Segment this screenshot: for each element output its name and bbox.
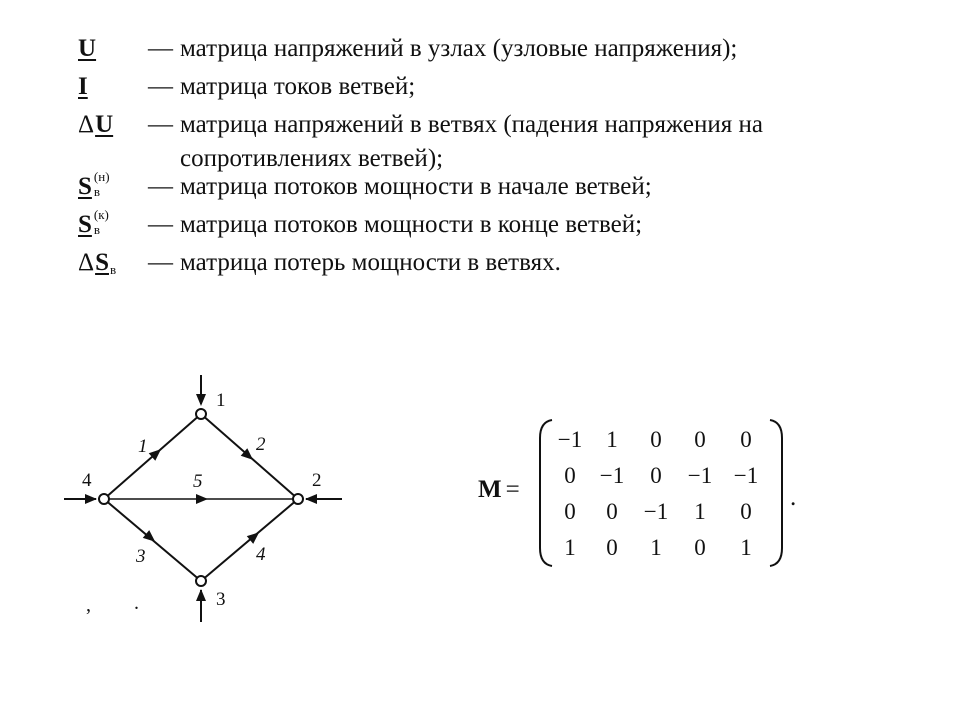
definition-row-i [78,68,938,106]
matrix-right-paren [768,418,784,568]
definition-text: матрица потоков мощности в конце ветвей; [180,211,643,238]
matrix-cell: 0 [650,463,662,488]
matrix-cell: 0 [564,463,576,488]
matrix-cell: −1 [733,463,759,488]
node-4 [99,494,109,504]
definitions-list [78,30,938,282]
definition-row-delta-s [78,244,938,282]
definition-text [180,108,940,176]
matrix-trailing-period: . [790,484,797,511]
definition-text-line2: сопротивлениях ветвей); [180,145,444,172]
branch-4-line [201,499,298,581]
definition-row-s-start [78,168,938,206]
matrix-cell: −1 [599,463,625,488]
node-3-label: 3 [216,589,226,610]
definition-row-s-end [78,206,938,244]
matrix-cell: 0 [740,427,752,452]
matrix-cell: 0 [694,427,706,452]
node-4-label: 4 [82,470,92,491]
matrix-cell: 0 [650,427,662,452]
matrix-cell: 0 [606,535,618,560]
definition-row-u [78,30,938,68]
matrix-cell: 1 [606,427,618,452]
dash: — [148,111,173,138]
definition-text: матрица потоков мощности в начале ветвей; [180,173,652,200]
branch-5-arrow [196,494,208,504]
injection-node-1-arrow [196,394,206,406]
dash: — [148,211,173,238]
definition-row-delta-u [78,106,938,172]
matrix-cell: 1 [650,535,662,560]
definition-text: матрица потерь мощности в ветвях. [180,249,561,276]
branch-5-label: 5 [193,471,203,492]
symbol-delta-s: ΔSв [78,249,117,277]
definition-text: матрица напряжений в узлах (узловые напряжения); [180,35,738,62]
matrix-cell: 1 [564,535,576,560]
dash: — [148,173,173,200]
injection-node-2-arrow [305,494,317,504]
definition-text-line1: матрица напряжений в ветвях (падения напряжения на [180,111,764,138]
branch-1-label: 1 [138,436,148,457]
matrix-cell: 0 [564,499,576,524]
matrix-label: M = [478,476,520,503]
matrix-cell: 0 [694,535,706,560]
node-2-label: 2 [312,470,322,491]
symbol-delta-u: ΔU [78,111,114,138]
node-3 [196,576,206,586]
matrix-cell: 0 [606,499,618,524]
branch-3-label: 3 [136,546,146,567]
injection-node-4-arrow [85,494,97,504]
symbol-s-end: S (к) в [78,207,109,238]
symbol-u: U [78,35,97,62]
symbol-s-start: S (н) в [78,169,110,200]
node-1 [196,409,206,419]
dash: — [148,73,173,100]
scan-speck: , [86,594,91,616]
scan-speck: . [134,592,139,614]
dash: — [148,249,173,276]
branch-4-label: 4 [256,544,266,565]
matrix-cell: 1 [694,499,706,524]
node-2 [293,494,303,504]
matrix-cell: −1 [557,427,583,452]
branch-2-label: 2 [256,434,266,455]
symbol-i: I [78,73,88,100]
definition-text: матрица токов ветвей; [180,73,416,100]
node-1-label: 1 [216,390,226,411]
matrix-cell: 0 [740,499,752,524]
matrix-cell: −1 [643,499,669,524]
injection-node-3-arrow [196,589,206,601]
network-graph-diagram [60,360,360,630]
matrix-cell: 1 [740,535,752,560]
matrix-cell: −1 [687,463,713,488]
dash: — [148,35,173,62]
